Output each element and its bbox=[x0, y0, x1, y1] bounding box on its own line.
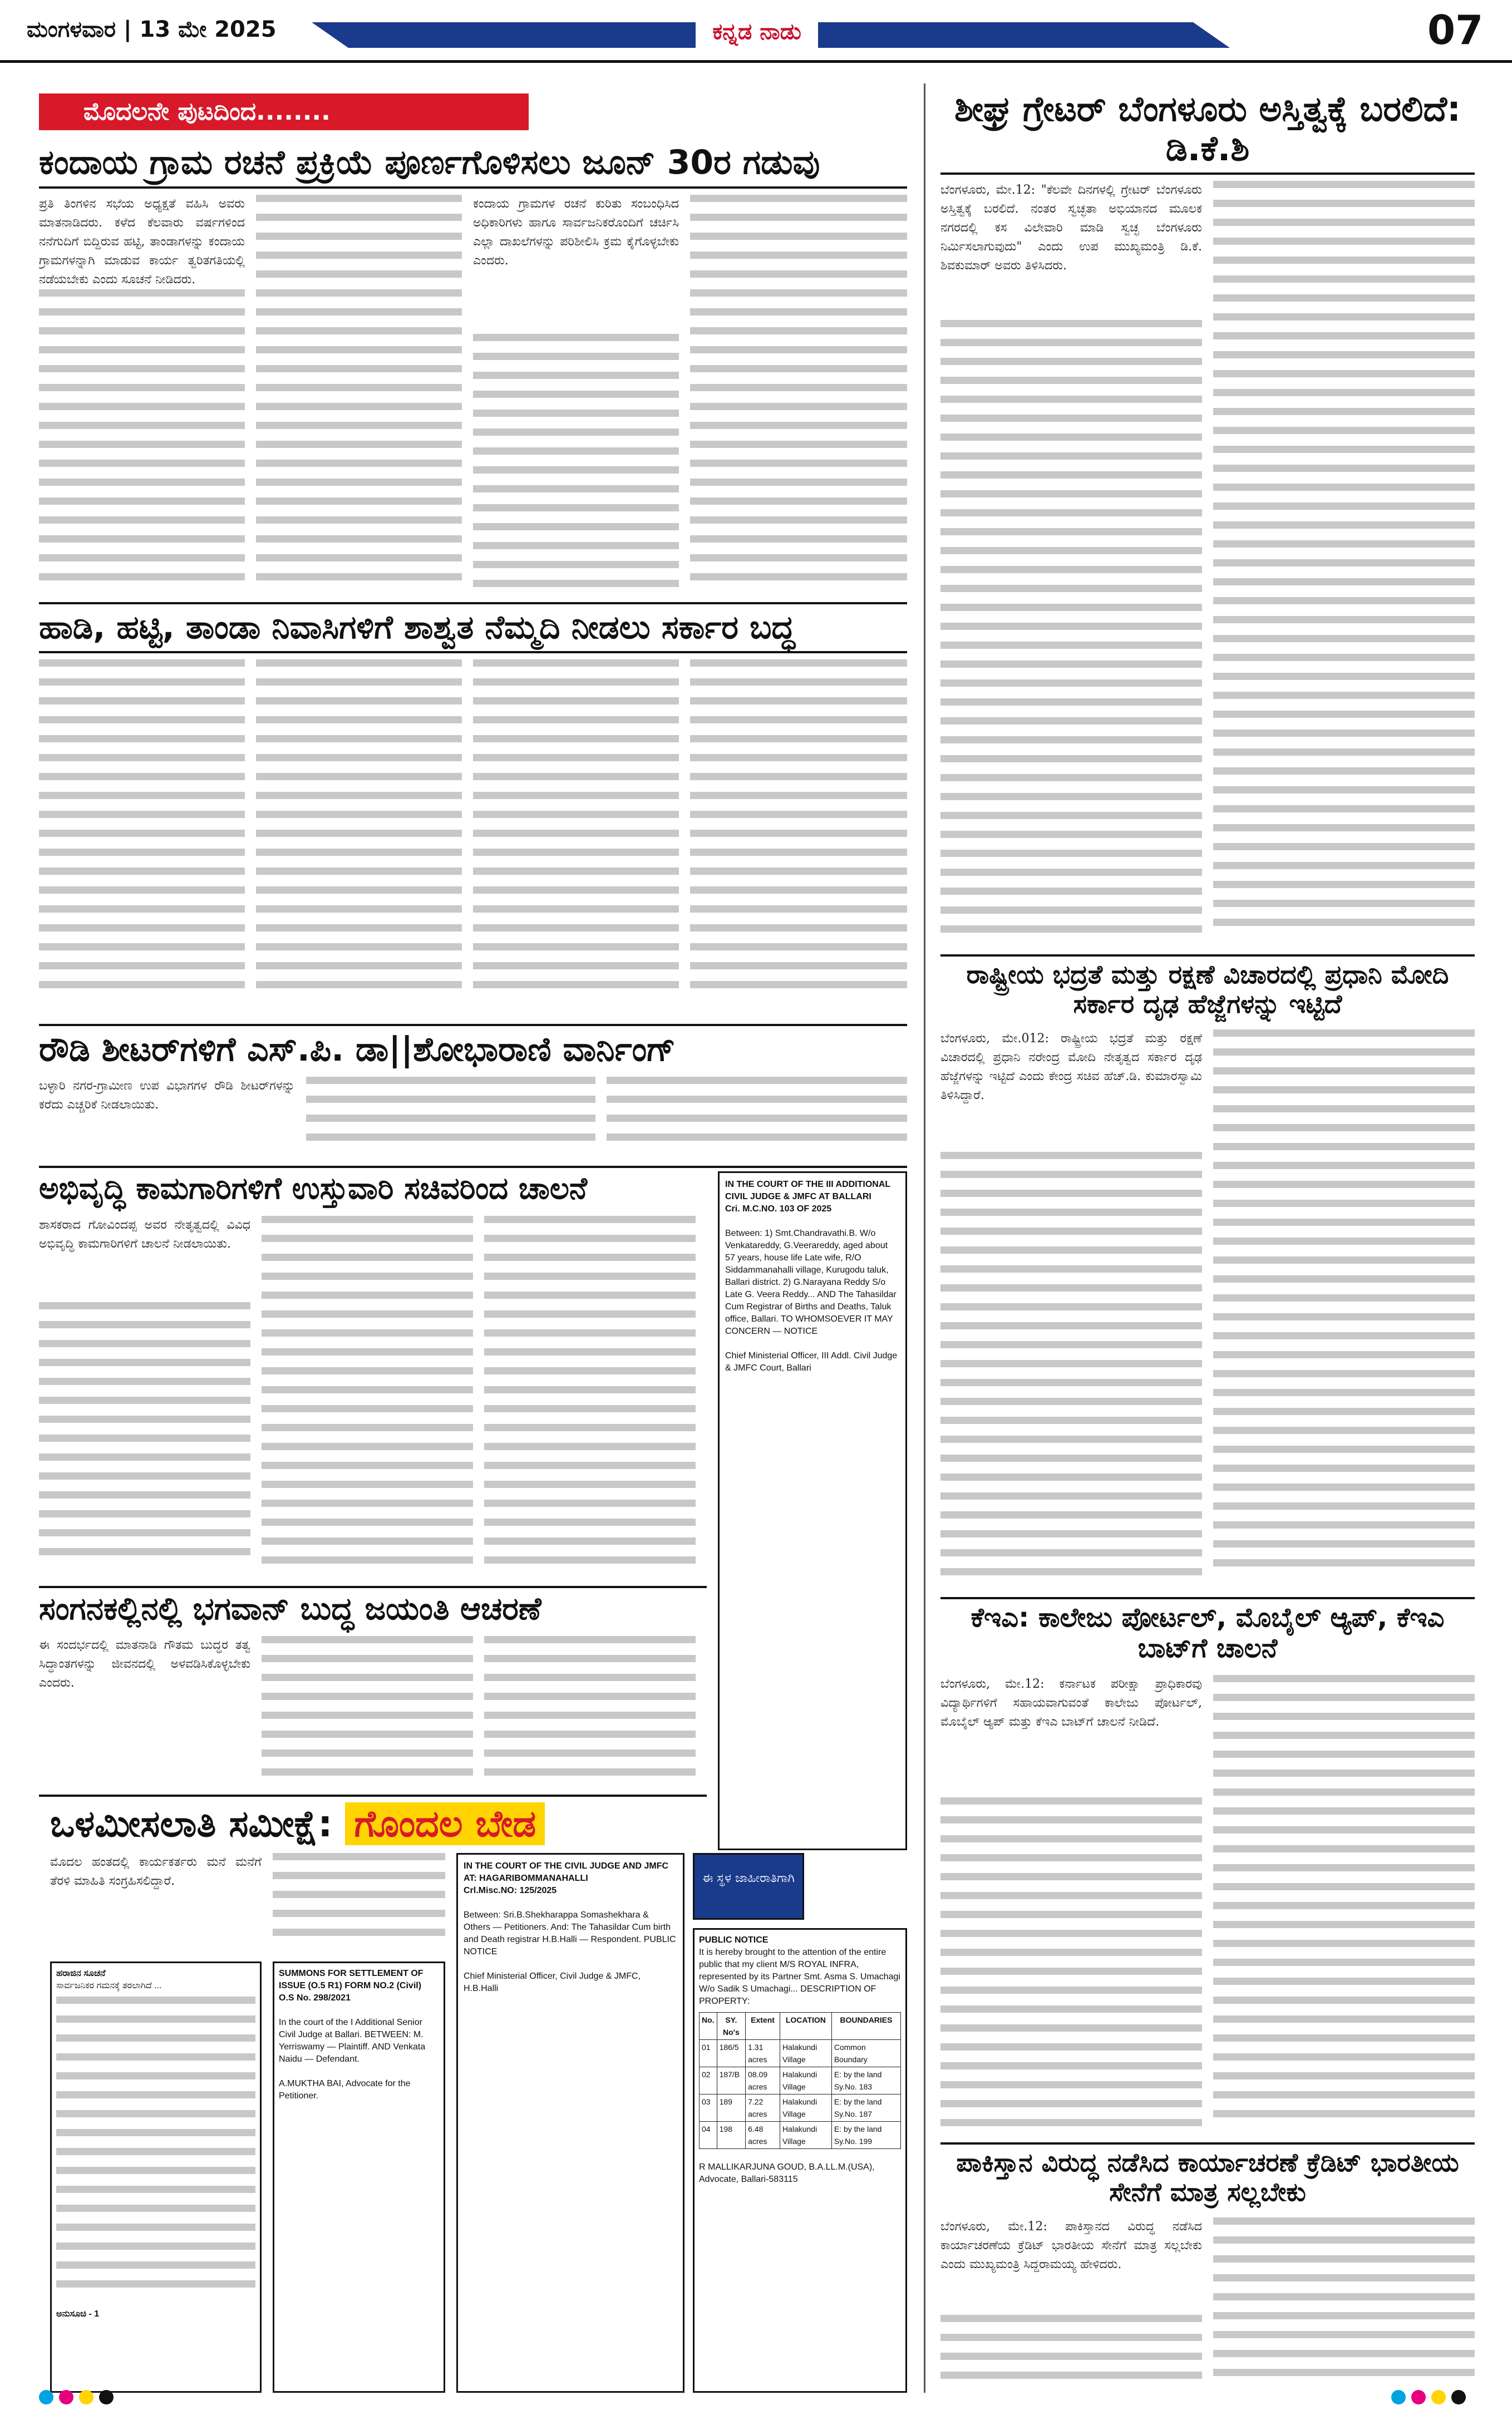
story-text-lines bbox=[256, 195, 462, 595]
table-header: Extent bbox=[746, 2013, 780, 2040]
auction-notice bbox=[50, 1961, 262, 2393]
notice-body: In the court of the I Additional Senior Civil Judge at Ballari. BETWEEN: M. Yerriswamy — Plaintiff. AND Venkata Naidu — Defendant. bbox=[279, 2018, 426, 2064]
story-text-lines bbox=[256, 659, 462, 1016]
story-text-lines bbox=[940, 1797, 1202, 2137]
table-row bbox=[700, 2122, 901, 2149]
headline-part-b: ಗೊಂದಲ ಬೇಡ bbox=[345, 1802, 545, 1845]
yellow-mark bbox=[79, 2390, 93, 2404]
headline-kandaya: ಕಂದಾಯ ಗ್ರಾಮ ರಚನೆ ಪ್ರಕ್ರಿಯೆ ಪೂರ್ಣಗೊಳಿಸಲು ಜೂನ್ 30ರ ಗಡುವು bbox=[39, 143, 820, 182]
rule bbox=[940, 173, 1475, 175]
headline-olameesalati bbox=[50, 1803, 701, 1845]
table-cell: 186/5 bbox=[717, 2040, 746, 2067]
headline-hadi: ಹಾಡಿ, ಹಟ್ಟಿ, ತಾಂಡಾ ನಿವಾಸಿಗಳಿಗೆ ಶಾಶ್ವತ ನೆಮ್ಮದಿ ನೀಡಲು ಸರ್ಕಾರ ಬದ್ಧ bbox=[39, 608, 795, 646]
table-header: No. bbox=[700, 2013, 717, 2040]
table-cell: E: by the land Sy.No. 199 bbox=[831, 2122, 900, 2149]
notice-body: ಸಾರ್ವಜನಿಕರ ಗಮನಕ್ಕೆ ತರಲಾಗಿದೆ ... bbox=[56, 1981, 162, 1990]
rule bbox=[39, 1795, 707, 1797]
story-text-lines bbox=[39, 1302, 250, 1580]
table-cell: E: by the land Sy.No. 183 bbox=[831, 2067, 900, 2094]
notice-footer: Chief Ministerial Officer, III Addl. Civil Judge & JMFC Court, Ballari bbox=[725, 1351, 898, 1373]
story-kea-col1: ಬೆಂಗಳೂರು, ಮೇ.12: ಕರ್ನಾಟಕ ಪರೀಕ್ಷಾ ಪ್ರಾಧಿಕಾರವು ವಿದ್ಯಾರ್ಥಿಗಳಿಗೆ ಸಹಾಯವಾಗುವಂತೆ ಕಾಲೇಜು ಪೋರ್ಟಲ್, ಮೊಬೈಲ್ ಆ್ಯಪ್ ಮತ್ತು ಕೆಇಎ ಬಾಟ್‌ಗೆ ಚಾಲನೆ ನೀಡಿದೆ. bbox=[940, 1677, 1202, 1729]
notice-footer: A.MUKTHA BAI, Advocate for the Petitioner. bbox=[279, 2079, 411, 2101]
table-cell: 08.09 acres bbox=[746, 2067, 780, 2094]
story-text-lines bbox=[940, 2315, 1202, 2393]
notice-title: IN THE COURT OF THE III ADDITIONAL CIVIL JUDGE & JMFC AT BALLARI bbox=[725, 1180, 890, 1201]
story-text-lines bbox=[1213, 181, 1475, 949]
notice-title: IN THE COURT OF THE CIVIL JUDGE AND JMFC AT: HAGARIBOMMANAHALLI bbox=[464, 1861, 669, 1883]
table-cell: E: by the land Sy.No. 187 bbox=[831, 2094, 900, 2122]
table-cell: Halakundi Village bbox=[780, 2122, 831, 2149]
notice-case-number: Cri. M.C.NO. 103 OF 2025 bbox=[725, 1204, 832, 1214]
black-mark bbox=[99, 2390, 114, 2404]
notice-title: SUMMONS FOR SETTLEMENT OF ISSUE (O.5 R1) FORM NO.2 (Civil) bbox=[279, 1969, 423, 1990]
page-number: 07 bbox=[1427, 7, 1484, 53]
story-text-lines bbox=[690, 195, 907, 595]
rule bbox=[39, 651, 907, 653]
rule bbox=[39, 602, 907, 604]
rule bbox=[39, 1586, 707, 1588]
rule bbox=[940, 954, 1475, 957]
story-text-lines bbox=[484, 1636, 696, 1786]
masthead bbox=[0, 0, 1512, 67]
headline-buddha: ಸಂಗನಕಲ್ಲಿನಲ್ಲಿ ಭಗವಾನ್ ಬುದ್ಧ ಜಯಂತಿ ಆಚರಣೆ bbox=[39, 1591, 541, 1627]
table-cell: Halakundi Village bbox=[780, 2040, 831, 2067]
masthead-rule bbox=[0, 60, 1512, 63]
table-cell: Halakundi Village bbox=[780, 2094, 831, 2122]
story-text-lines bbox=[690, 659, 907, 1016]
court-notice-2 bbox=[456, 1853, 684, 2393]
table-cell: 04 bbox=[700, 2122, 717, 2149]
table-row bbox=[700, 2040, 901, 2067]
table-cell: 6.48 acres bbox=[746, 2122, 780, 2149]
headline-kea: ಕೆಇಎ: ಕಾಲೇಜು ಪೋರ್ಟಲ್, ಮೊಬೈಲ್ ಆ್ಯಪ್, ಕೆಇಎ ಬಾಟ್‌ಗೆ ಚಾಲನೆ bbox=[971, 1602, 1445, 1664]
schedule-title: ಅನುಸೂಚಿ - 1 bbox=[56, 2309, 100, 2319]
notice-body: It is hereby brought to the attention of the entire public that my client M/S ROYAL INFRA, represented by its Partner Smt. Asma S. Umachagi W/o Sadik S Umachagi... DESCRIPTION OF PROPERTY: bbox=[699, 1948, 900, 2006]
story-text-lines bbox=[607, 1077, 907, 1160]
cyan-mark bbox=[1391, 2390, 1406, 2404]
magenta-mark bbox=[1411, 2390, 1426, 2404]
rule bbox=[39, 1024, 907, 1026]
table-row bbox=[700, 2094, 901, 2122]
notice-case-number: Crl.Misc.NO: 125/2025 bbox=[464, 1886, 557, 1895]
table-cell: 02 bbox=[700, 2067, 717, 2094]
table-cell: Halakundi Village bbox=[780, 2067, 831, 2094]
table-header: LOCATION bbox=[780, 2013, 831, 2040]
summons-notice bbox=[273, 1961, 445, 2393]
story-text-lines bbox=[940, 1152, 1202, 1591]
rule bbox=[940, 2142, 1475, 2145]
story-kandaya-col1: ಪ್ರತಿ ತಿಂಗಳಿನ ಸಭೆಯ ಅಧ್ಯಕ್ಷತೆ ವಹಿಸಿ ಅವರು ಮಾತನಾಡಿದರು. ಕಳೆದ ಕೆಲವಾರು ವರ್ಷಗಳಿಂದ ನನೆಗುದಿಗೆ ಬಿದ್ದಿರುವ ಹಟ್ಟಿ, ತಾಂಡಾಗಳನ್ನು ಕಂದಾಯ ಗ್ರಾಮಗಳನ್ನಾಗಿ ಮಾಡುವ ಕಾರ್ಯ ತ್ವರಿತಗತಿಯಲ್ಲಿ ನಡೆಯಬೇಕು ಎಂದು ಸೂಚನೆ ನೀಡಿದರು. bbox=[39, 197, 245, 287]
notice-title: ಹರಾಜಿನ ಸೂಚನೆ bbox=[56, 1969, 106, 1978]
newspaper-logo: ಕನ್ನಡ ನಾಡು bbox=[696, 12, 818, 51]
table-cell: 01 bbox=[700, 2040, 717, 2067]
story-text-lines bbox=[473, 334, 679, 595]
notice-text-lines bbox=[56, 1997, 255, 2308]
table-header: BOUNDARIES bbox=[831, 2013, 900, 2040]
story-rowdy-col1: ಬಳ್ಳಾರಿ ನಗರ-ಗ್ರಾಮೀಣ ಉಪ ವಿಭಾಗಗಳ ರೌಡಿ ಶೀಟರ್‌ಗಳನ್ನು ಕರೆದು ಎಚ್ಚರಿಕೆ ನೀಡಲಾಯಿತು. bbox=[39, 1079, 295, 1112]
court-notice-1 bbox=[718, 1171, 907, 1850]
story-pakistan-col1: ಬೆಂಗಳೂರು, ಮೇ.12: ಪಾಕಿಸ್ತಾನದ ವಿರುದ್ಧ ನಡೆಸಿದ ಕಾರ್ಯಾಚರಣೆಯ ಕ್ರೆಡಿಟ್ ಭಾರತೀಯ ಸೇನೆಗೆ ಮಾತ್ರ ಸಲ್ಲಬೇಕು ಎಂದು ಮುಖ್ಯಮಂತ್ರಿ ಸಿದ್ದರಾಮಯ್ಯ ಹೇಳಿದರು. bbox=[940, 2220, 1202, 2271]
column-separator bbox=[924, 83, 925, 2393]
black-mark bbox=[1451, 2390, 1466, 2404]
rule bbox=[39, 186, 907, 189]
table-cell: 7.22 acres bbox=[746, 2094, 780, 2122]
table-cell: 187/B bbox=[717, 2067, 746, 2094]
section-kicker: ಮೊದಲನೇ ಪುಟದಿಂದ........ bbox=[39, 93, 529, 130]
print-marks-right bbox=[1391, 2390, 1471, 2407]
headline-modi-security: ರಾಷ್ಟ್ರೀಯ ಭದ್ರತೆ ಮತ್ತು ರಕ್ಷಣೆ ವಿಚಾರದಲ್ಲಿ ಪ್ರಧಾನಿ ಮೋದಿ ಸರ್ಕಾರ ದೃಢ ಹೆಜ್ಜೆಗಳನ್ನು ಇಟ್ಟಿದೆ bbox=[966, 959, 1449, 1019]
story-text-lines bbox=[473, 659, 679, 1016]
story-text-lines bbox=[39, 289, 245, 590]
headline-greater-bengaluru: ಶೀಘ್ರ ಗ್ರೇಟರ್ ಬೆಂಗಳೂರು ಅಸ್ತಿತ್ವಕ್ಕೆ ಬರಲಿದೆ: ಡಿ.ಕೆ.ಶಿ bbox=[954, 88, 1461, 169]
story-text-lines bbox=[39, 659, 245, 1016]
story-buddha-col1: ಈ ಸಂದರ್ಭದಲ್ಲಿ ಮಾತನಾಡಿ ಗೌತಮ ಬುದ್ಧರ ತತ್ವ ಸಿದ್ಧಾಂತಗಳನ್ನು ಜೀವನದಲ್ಲಿ ಅಳವಡಿಸಿಕೊಳ್ಳಬೇಕು ಎಂದರು. bbox=[39, 1638, 250, 1690]
magenta-mark bbox=[59, 2390, 73, 2404]
story-text-lines bbox=[262, 1216, 473, 1578]
rule bbox=[39, 1166, 907, 1168]
table-cell: 189 bbox=[717, 2094, 746, 2122]
headline-part-a: ಒಳಮೀಸಲಾತಿ ಸಮೀಕ್ಷೆ: bbox=[50, 1802, 333, 1845]
table-cell: Common Boundary bbox=[831, 2040, 900, 2067]
public-notice bbox=[693, 1928, 907, 2393]
issue-date: ಮಂಗಳವಾರ | 13 ಮೇ 2025 bbox=[27, 17, 277, 42]
story-text-lines bbox=[273, 1853, 445, 1953]
headline-abhivruddhi: ಅಭಿವೃದ್ಧಿ ಕಾಮಗಾರಿಗಳಿಗೆ ಉಸ್ತುವಾರಿ ಸಚಿವರಿಂದ ಚಾಲನೆ bbox=[39, 1171, 588, 1206]
table-header-row bbox=[700, 2013, 901, 2040]
story-kandaya-col3: ಕಂದಾಯ ಗ್ರಾಮಗಳ ರಚನೆ ಕುರಿತು ಸಂಬಂಧಿಸಿದ ಅಧಿಕಾರಿಗಳು ಹಾಗೂ ಸಾರ್ವಜನಿಕರೊಂದಿಗೆ ಚರ್ಚಿಸಿ ಎಲ್ಲಾ ದಾಖಲೆಗಳನ್ನು ಪರಿಶೀಲಿಸಿ ಕ್ರಮ ಕೈಗೊಳ್ಳಬೇಕು ಎಂದರು. bbox=[473, 197, 679, 268]
story-olameesalati-col1: ಮೊದಲ ಹಂತದಲ್ಲಿ ಕಾರ್ಯಕರ್ತರು ಮನೆ ಮನೆಗೆ ತೆರಳಿ ಮಾಹಿತಿ ಸಂಗ್ರಹಿಸಲಿದ್ದಾರೆ. bbox=[50, 1855, 262, 1888]
story-text-lines bbox=[1213, 2217, 1475, 2393]
table-row bbox=[700, 2067, 901, 2094]
story-text-lines bbox=[262, 1636, 473, 1786]
table-cell: 198 bbox=[717, 2122, 746, 2149]
story-text-lines bbox=[940, 320, 1202, 949]
story-abhivruddhi-col1: ಶಾಸಕರಾದ ಗೋವಿಂದಪ್ಪ ಅವರ ನೇತೃತ್ವದಲ್ಲಿ ವಿವಿಧ ಅಭಿವೃದ್ಧಿ ಕಾಮಗಾರಿಗಳಿಗೆ ಚಾಲನೆ ನೀಡಲಾಯಿತು. bbox=[39, 1218, 250, 1251]
notice-body: Between: 1) Smt.Chandravathi.B. W/o Venkatareddy, G.Veerareddy, aged about 57 years, house life Late wife, R/O Siddammanahalli village, Kurugodu taluk, Ballari district. 2) G.Narayana Reddy S/o Late G. Veera Reddy... AND The Tahasildar Cum Registrar of Births and Deaths, Taluk office, Ballari. TO WHOMSOEVER IT MAY CONCERN — NOTICE bbox=[725, 1229, 897, 1336]
notice-footer: R MALLIKARJUNA GOUD, B.A.LL.M.(USA), Advocate, Ballari-583115 bbox=[699, 2162, 875, 2184]
table-cell: 1.31 acres bbox=[746, 2040, 780, 2067]
property-table bbox=[699, 2012, 901, 2149]
table-header: SY. No's bbox=[717, 2013, 746, 2040]
print-marks-left bbox=[39, 2390, 119, 2407]
notice-title: PUBLIC NOTICE bbox=[699, 1935, 769, 1945]
story-text-lines bbox=[1213, 1029, 1475, 1591]
story-text-lines bbox=[306, 1077, 595, 1160]
story-security-col1: ಬೆಂಗಳೂರು, ಮೇ.012: ರಾಷ್ಟ್ರೀಯ ಭದ್ರತೆ ಮತ್ತು ರಕ್ಷಣೆ ವಿಚಾರದಲ್ಲಿ ಪ್ರಧಾನಿ ನರೇಂದ್ರ ಮೋದಿ ನೇತೃತ್ವದ ಸರ್ಕಾರ ದೃಢ ಹೆಜ್ಜೆಗಳನ್ನು ಇಟ್ಟಿದೆ ಎಂದು ಕೇಂದ್ರ ಸಚಿವ ಹೆಚ್.ಡಿ. ಕುಮಾರಸ್ವಾಮಿ ತಿಳಿಸಿದ್ದಾರೆ. bbox=[940, 1032, 1202, 1102]
table-cell: 03 bbox=[700, 2094, 717, 2122]
notice-case-number: O.S No. 298/2021 bbox=[279, 1993, 351, 2003]
notice-body: Between: Sri.B.Shekharappa Somashekhara & Others — Petitioners. And: The Tahasildar Cum birth and Death registrar H.B.Halli — Respondent. PUBLIC NOTICE bbox=[464, 1910, 676, 1956]
yellow-mark bbox=[1431, 2390, 1446, 2404]
rule bbox=[940, 1597, 1475, 1599]
cyan-mark bbox=[39, 2390, 53, 2404]
notice-footer: Chief Ministerial Officer, Civil Judge & JMFC, H.B.Halli bbox=[464, 1972, 641, 1993]
headline-rowdy: ರೌಡಿ ಶೀಟರ್‌ಗಳಿಗೆ ಎಸ್.ಪಿ. ಡಾ||ಶೋಭಾರಾಣಿ ವಾರ್ನಿಂಗ್ bbox=[39, 1030, 676, 1069]
story-text-lines bbox=[484, 1216, 696, 1578]
headline-pakistan: ಪಾಕಿಸ್ತಾನ ವಿರುದ್ಧ ನಡೆಸಿದ ಕಾರ್ಯಾಚರಣೆ ಕ್ರೆಡಿಟ್ ಭಾರತೀಯ ಸೇನೆಗೆ ಮಾತ್ರ ಸಲ್ಲಬೇಕು bbox=[956, 2147, 1459, 2207]
story-text-lines bbox=[1213, 1675, 1475, 2137]
ad-box: ಈ ಸ್ಥಳ ಜಾಹೀರಾತಿಗಾಗಿ bbox=[693, 1853, 804, 1920]
story-dks-col1: ಬೆಂಗಳೂರು, ಮೇ.12: "ಕೆಲವೇ ದಿನಗಳಲ್ಲಿ ಗ್ರೇಟರ್ ಬೆಂಗಳೂರು ಅಸ್ತಿತ್ವಕ್ಕೆ ಬರಲಿದೆ. ನಂತರ ಸ್ವಚ್ಛತಾ ಅಭಿಯಾನದ ಮೂಲಕ ನಗರದಲ್ಲಿ ಕಸ ವಿಲೇವಾರಿ ಮಾಡಿ ಸ್ವಚ್ಛ ಬೆಂಗಳೂರು ನಿರ್ಮಿಸಲಾಗುವುದು" ಎಂದು ಉಪ ಮುಖ್ಯಮಂತ್ರಿ ಡಿ.ಕೆ. ಶಿವಕುಮಾರ್ ಅವರು ತಿಳಿಸಿದರು. bbox=[940, 183, 1202, 273]
